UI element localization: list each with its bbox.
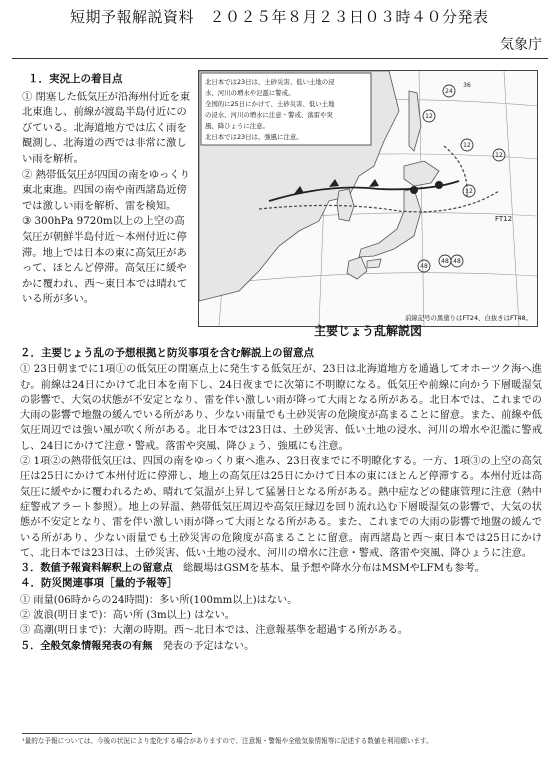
section-5	[20, 639, 542, 654]
header-rule	[12, 58, 548, 59]
marker-label: 12	[463, 142, 471, 149]
section-3	[20, 561, 542, 576]
marker-label: 12	[465, 188, 473, 195]
section-1	[22, 72, 194, 308]
weather-map-svg	[199, 71, 537, 326]
section-1-item-2: ② 熱帯低気圧が四国の南をゆっくり東北東進。四国の南や南西諸島近傍では激しい雨を解析、雷を検知。	[22, 168, 190, 212]
section-1-item-1: ① 閉塞した低気圧が沿海州付近を東北東進し、前線が渡島半島付近にのびている。北海道地方では広く雨を観測し、北海道の西では非常に激しい雨を解析。	[22, 90, 191, 165]
main-content	[20, 346, 542, 654]
annotation-line: 北日本では23日は、土砂災害、低い土地の浸	[205, 78, 335, 86]
ft12-label: FT12	[495, 215, 513, 223]
annotation-line: 風、降ひょうに注意。	[205, 122, 269, 130]
marker-label: 48	[441, 258, 449, 265]
map-caption: 主要じょう乱解説図	[313, 324, 422, 338]
annotation-line: 北日本では23日は、強風に注意。	[205, 133, 303, 141]
marker-label: 12	[495, 152, 503, 159]
section-4-item-2: ② 波浪(明日まで)：高い所 (3m以上) はない。	[20, 610, 235, 622]
footnote-rule	[22, 733, 192, 734]
section-4-item-1: ① 雨量(06時からの24時間)：多い所(100mm以上)はない。	[20, 594, 298, 606]
annotation-line: 水、河川の増水や氾濫に警戒。	[205, 89, 295, 97]
annotation-line: 全国的に25日にかけて、土砂災害、低い土地	[205, 100, 335, 108]
section-1-heading: １．実況上の着目点	[28, 73, 123, 85]
section-3-heading: ３．数値予報資料解釈上の留意点	[20, 563, 173, 575]
section-3-text: 総観場はGSMを基本、量予想や降水分布はMSMやLFMも参考。	[183, 563, 485, 575]
footnote: ¹量的な予報については、今後の状況により変化する場合がありますので、注意報・警報や全般気象情報等に記述する数値を利用願います。	[22, 737, 433, 745]
marker-label: 48	[453, 258, 461, 265]
map-legend-note: 前線記号の黒塗りはFT24、白抜きはFT48。	[404, 314, 532, 322]
section-4-item-3: ③ 高潮(明日まで)：大潮の時期。西～北日本では、注意報基準を超過する所がある。	[20, 625, 409, 637]
section-2-paragraph-1: ① 23日朝までに1項①の低気圧の閉塞点上に発生する低気圧が、23日は北海道地方を通過してオホーツク海へ進む。前線は24日にかけて北日本を南下し、24日夜までに次第に不明瞭になる。低気圧や前線に向かう下層暖湿気の影響で、大気の状態が不安定となり、雷を伴い激しい雨が降って大雨となる所がある。北日本では、これまでの大雨の影響で地盤の緩んでいる所があり、少ない雨量でも土砂災害の危険度が高まることに留意。また、前線や低気圧周辺では強い風が吹く所がある。北日本では23日は、土砂災害、低い土地の浸水、河川の増水や氾濫に警戒し、24日にかけて注意・警戒。落雷や突風、降ひょう、強風にも注意。	[20, 364, 542, 452]
section-5-heading: ５．全般気象情報発表の有無	[20, 640, 153, 652]
annotation-line: の浸水、河川の増水に注意・警戒、落雷や突	[205, 111, 333, 119]
agency-name: 気象庁	[500, 37, 542, 53]
marker-label: 24	[445, 88, 453, 95]
section-2-heading: ２．主要じょう乱の予想根拠と防災事項を含む解説上の留意点	[20, 347, 314, 359]
marker-label: 12	[425, 113, 433, 120]
marker-label: 48	[420, 263, 428, 270]
marker-label: 36	[463, 82, 471, 89]
document-title: 短期予報解説資料 ２０２５年８月２３日０３時４０分発表	[70, 8, 489, 26]
section-4-heading: ４．防災関連事項［量的予報等］	[20, 577, 178, 590]
section-2-paragraph-2: ② 1項②の熱帯低気圧は、四国の南をゆっくり東へ進み、23日夜までに不明瞭化する。一方、1項③の上空の高気圧は25日にかけて本州付近に停滞し、地上の高気圧は25日にかけて日本の東にほとんど停滞する。本州付近は高気圧に緩やかに覆われるため、晴れて気温が上昇して猛暑日となる所がある。熱中症などの健康管理に注意（熱中症警戒アラート参照）。地上の昇温、熱帯低気圧周辺や高気圧縁辺を回り流れ込む下層暖湿気の影響で、大気の状態が不安定となり、雷を伴い激しい雨が降って大雨となる所がある。また、これまでの大雨の影響で地盤の緩んでいる所があり、少ない雨量でも土砂災害の危険度が高まることに留意。南西諸島と西～東日本では25日にかけて、北日本では23日は、土砂災害、低い土地の浸水、河川の増水に注意・警戒、落雷や突風、降ひょうに注意。	[20, 456, 542, 559]
section-1-item-3: ③ 300hPa 9720m以上の上空の高気圧が朝鮮半島付近～本州付近に停滞。地上では日本の東に高気圧があって、ほとんど停滞。高気圧に緩やかに覆われ、西～東日本では晴れている所が多い。	[22, 215, 188, 306]
weather-map	[198, 70, 538, 327]
section-5-text: 発表の予定はない。	[162, 640, 255, 652]
